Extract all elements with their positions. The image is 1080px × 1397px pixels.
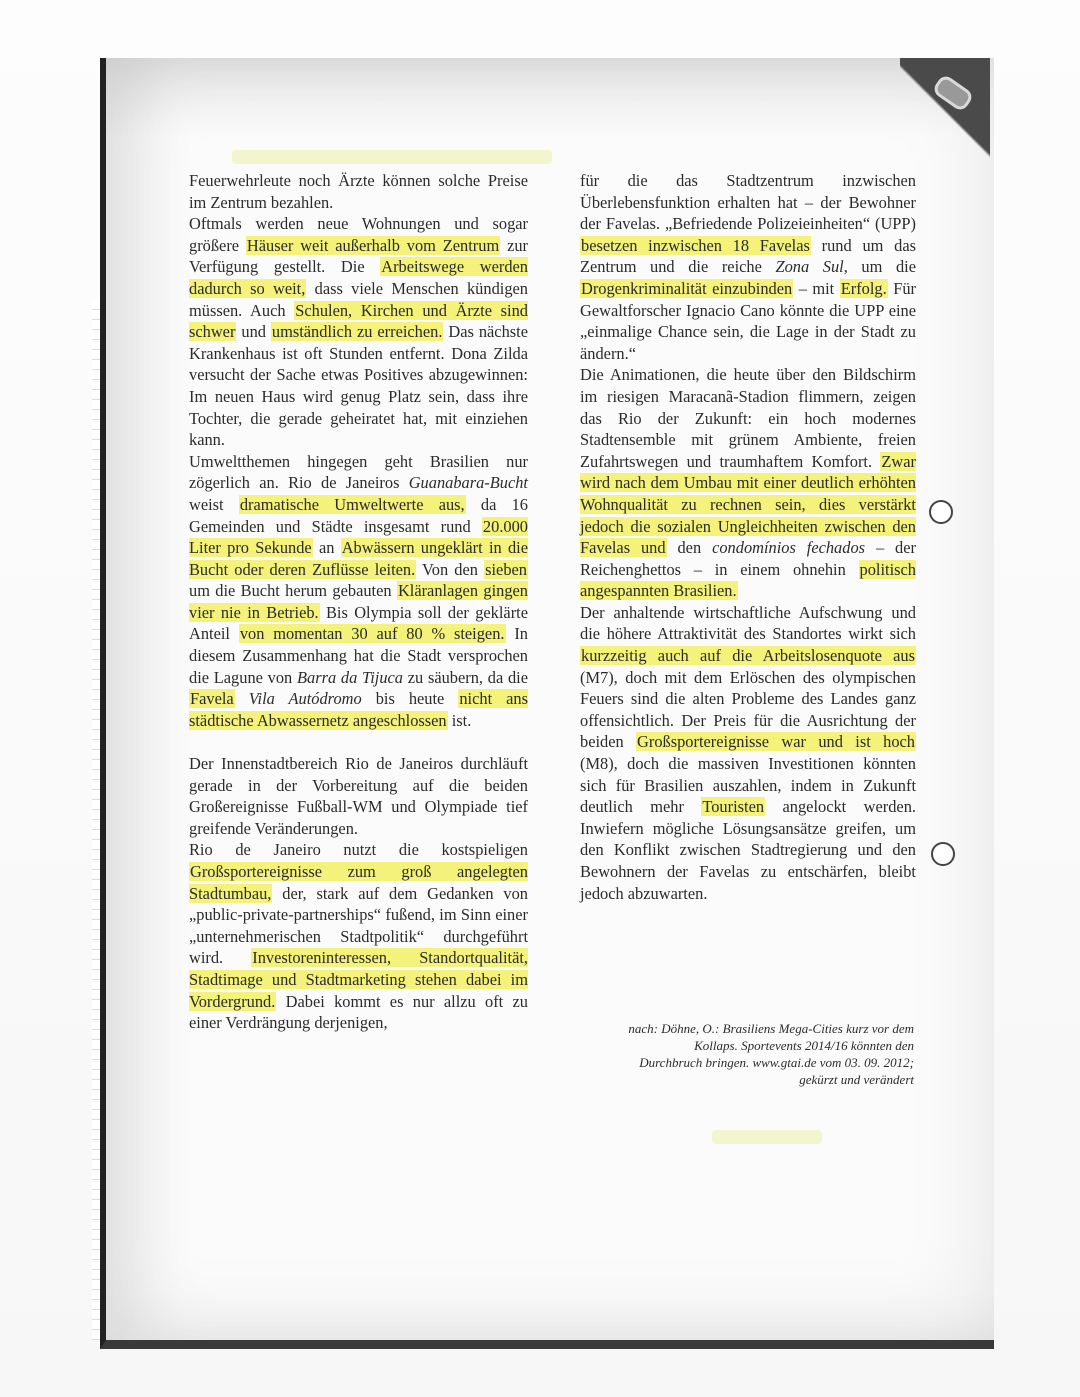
highlighted-text: nicht ans städtische Abwassernetz angeschlossen [189,689,528,730]
text-run: Der Innenstadtbereich Rio de Janeiros durchläuft gerade in der Vorbereitung auf die beiden Großereignisse Fußball-WM und Olympiade tief greifende Veränderungen. [189,754,528,838]
paragraph [580,364,916,602]
highlighted-text: Touristen [702,797,765,817]
citation-line: Kollaps. Sportevents 2014/16 könnten den [694,1038,914,1053]
left-text-column [189,170,528,1034]
italic-text: condomínios fechados [712,538,866,558]
text-run: an [312,538,341,558]
text-run: Oftmals werden neue Wohnungen und sogar größere [189,214,528,255]
right-text-column [580,170,916,904]
highlighted-text: Großsportereignisse zum groß angelegten Stadtumbau, [189,862,528,903]
text-run: ist. [447,710,472,730]
highlighted-text: besetzen inzwischen 18 Favelas [581,235,810,255]
text-run: Für Gewaltforscher Ignacio Cano könnte die UPP eine „einmalige Chance sein, die Lage in der Stadt zu ändern.“ [580,278,916,363]
text-run: der, stark auf dem Gedanken von „public-private-partnerships“ fußend, im Sinn einer „unternehmerischen Stadtpolitik“ durchgeführt wird. [189,883,528,968]
highlighted-text: Kläranlagen gingen vier nie in Betrieb. [189,581,528,622]
text-run: um die Bucht herum gebauten [189,581,397,601]
text-run [235,689,249,708]
text-run: , um die [843,257,916,277]
paragraph [189,451,528,732]
italic-text: Zona Sul [775,257,844,277]
text-run: Feuerwehrleute noch Ärzte können solche Preise im Zentrum bezahlen. [189,171,528,212]
paragraph [580,170,916,364]
italic-text: Guanabara-Bucht [408,473,528,493]
source-citation [580,1020,914,1088]
text-run: bis heute [361,689,459,709]
highlighted-text: Investoreninteressen, Standortqualität, Stadtimage und Stadtmarketing stehen dabei im Vordergrund. [189,948,528,1011]
text-run: dass viele Menschen kündigen müssen. Auch [189,278,528,320]
text-run: Von den [416,559,485,579]
text-run: weist [189,494,239,514]
paragraph [189,213,528,451]
highlight-bleed-through [712,1130,822,1144]
highlighted-text: Drogenkriminalität einzubinden [581,278,793,298]
highlighted-text: von momentan 30 auf 80 % steigen. [239,624,505,644]
text-run: da 16 Gemeinden und Städte insgesamt rund [189,494,528,536]
punch-hole-lower [931,842,955,866]
highlighted-text: Häuser weit außerhalb vom Zentrum [246,235,500,255]
highlighted-text: Erfolg. [840,278,887,298]
paragraph [189,170,528,213]
highlighted-text: Arbeitswege werden dadurch so weit, [189,257,528,298]
highlight-bleed-through [232,150,552,164]
text-run: Dabei kommt es nur allzu oft zu einer Verdrängung derjenigen, [189,991,528,1033]
text-run: für die das Stadtzentrum inzwischen Überlebensfunktion erhalten hat – der Bewohner der Favelas. „Befriedende Polizeieinheiten“ (UPP) [580,171,916,234]
text-run: Die Animationen, die heute über den Bildschirm im riesigen Maracanã-Stadion flimmern, zeigen das Rio der Zukunft: ein hoch modernes Stadtensemble mit grünem Ambiente, freien Zufahrtswegen und traumhaftem Komfort. [580,365,916,471]
paragraph [580,602,916,904]
text-run: den [666,538,713,558]
highlighted-text: Favela [190,689,234,709]
text-run: und [236,322,271,342]
highlighted-text: umständlich zu erreichen. [271,322,443,342]
text-run: In diesem Zusammenhang hat die Stadt versprochen die Lagune von [189,624,528,687]
highlighted-text: politisch angespannten Brasilien. [580,559,916,601]
citation-line: nach: Döhne, O.: Brasiliens Mega-Cities kurz vor dem [628,1021,914,1036]
highlighted-text: Großsportereignisse war und ist hoch [637,732,915,752]
text-run: (M7), doch mit dem Erlöschen des olympischen Feuers sind die alten Probleme des Landes ganz offensichtlich. Der Preis für die Ausrichtung der beiden [580,667,916,752]
citation-line: gekürzt und verändert [799,1072,914,1087]
text-run: – der Reichenghettos – in einem ohnehin [580,538,916,579]
text-run: Rio de Janeiro nutzt die kostspieligen [189,840,528,860]
paragraph [189,839,528,1033]
folded-corner [900,58,990,168]
text-run: zur Verfügung gestellt. Die [189,235,528,277]
text-run: angelockt werden. Inwiefern mögliche Lösungsansätze greifen, um den Konflikt zwischen Stadtregierung und den Bewohnern der Favelas zu entschärfen, bleibt jedoch abzuwarten. [580,797,917,903]
text-run: rund um das Zentrum und die reiche [580,235,916,277]
text-run: – mit [793,278,840,298]
highlighted-text: Abwässern ungeklärt in die Bucht oder deren Zuflüsse leiten. [189,538,528,579]
highlighted-text: sieben [485,559,527,579]
paragraph [189,753,528,839]
page-shadow [106,58,988,138]
highlighted-text: Schulen, Kirchen und Ärzte sind schwer [189,300,528,342]
italic-text: Barra da Tijuca [296,667,403,687]
text-run: Der anhaltende wirtschaftliche Aufschwung und die höhere Attraktivität des Standortes wirkt sich [580,602,916,644]
italic-text: Vila Autódromo [248,689,362,709]
text-run: zu säubern, da die [403,667,528,687]
citation-line: Durchbruch bringen. www.gtai.de vom 03. 09. 2012; [639,1055,914,1070]
highlighted-text: kurzzeitig auch auf die Arbeitslosenquote aus [581,646,915,666]
text-run: Bis Olympia soll der geklärte Anteil [189,602,528,644]
highlighted-text: Zwar wird nach dem Umbau mit einer deutlich erhöhten Wohnqualität zu rechnen sein, dies verstärkt jedoch die sozialen Ungleichheiten zwischen den Favelas und [580,451,916,558]
text-run: (M8), doch die massiven Investitionen könnten sich für Brasilien auszahlen, indem in Zukunft deutlich mehr [580,754,916,817]
text-run: Umweltthemen hingegen geht Brasilien nur zögerlich an. Rio de Janeiros [189,451,528,493]
highlighted-text: 20.000 Liter pro Sekunde [189,516,528,558]
text-run: Das nächste Krankenhaus ist oft Stunden entfernt. Dona Zilda versucht der Sache etwas Positives abzugewinnen: Im neuen Haus wird genug Platz sein, dass ihre Tochter, die gerade geheiratet hat, mit einziehen kann. [189,322,528,450]
highlighted-text: dramatische Umweltwerte aus, [239,494,465,514]
punch-hole-upper [929,500,953,524]
